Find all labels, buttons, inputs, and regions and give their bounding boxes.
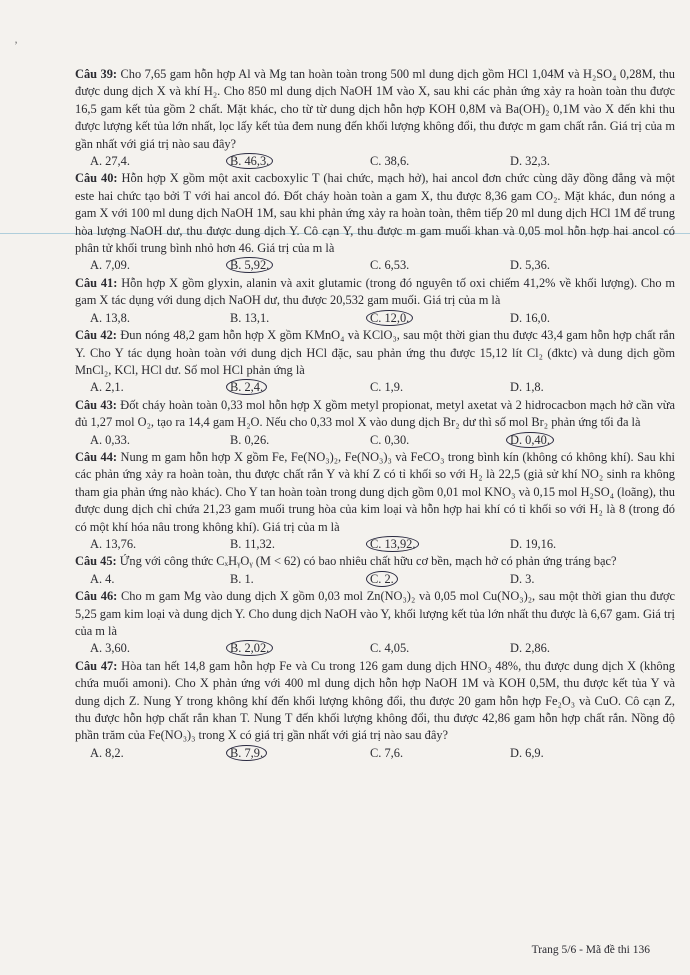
option-b [230,640,370,657]
option-d [510,432,650,449]
question-43 [75,397,675,449]
answer-options [90,536,650,553]
answer-options [90,310,650,327]
option-a: A. 13,76. [90,536,137,551]
question-text: Ứng với công thức CₓHᵧOᵧ (M < 62) có bao nhiêu chất hữu cơ bền, mạch hở có phản ứng tráng bạc? [119,554,617,569]
question-list [75,66,675,762]
option-a: A. 27,4. [90,154,130,169]
answer-options [90,432,650,449]
question-40 [75,170,675,274]
option-a: A. 13,8. [90,310,130,325]
corner-mark: ’ [14,38,18,52]
option-b: B. 13,1. [230,310,270,325]
option-a: A. 0,33. [90,432,130,447]
circled-answer-mark: B. 2,02. [226,640,273,656]
option-d: D. 1,8. [510,380,544,395]
circled-answer-mark: C. 2. [366,571,398,587]
question-text: Hỗn hợp X gồm glyxin, alanin và axit glutamic (trong đó nguyên tố oxi chiếm 41,2% về khối lượng). Cho m gam X tác dụng với dung dịch NaOH dư, thu được 20,532 gam muối. Giá trị của m là [75,275,675,308]
option-b [230,745,370,762]
question-41 [75,275,675,327]
option-a: A. 2,1. [90,380,124,395]
question-text: Cho m gam Mg vào dung dịch X gồm 0,03 mol Zn(NO₃)₂ và 0,05 mol Cu(NO₃)₂, sau một thời gian thu được 5,25 gam kim loại và dung dịch Y. Cho dung dịch NaOH vào Y, khối lượng kết tủa lớn nhất thu được là 6,67 gam. Giá trị của m là [75,589,676,638]
question-text: Nung m gam hỗn hợp X gồm Fe, Fe(NO₃)₂, Fe(NO₃)₃ và FeCO₃ trong bình kín (không có không khí). Sau khi các phản ứng xảy ra hoàn toàn, thu được chất rắn Y và khí Z có tỉ khối so với H₂ là 22,5 (giả sử khí NO₂ sinh ra không tham gia phản ứng nào khác). Cho Y tan hoàn toàn trong dung dịch gồm 0,01 mol KNO₃ và 0,15 mol H₂SO₄ (loãng), thu được dung dịch chỉ chứa 21,23 gam muối trung hòa của kim loại và hỗn hợp hai khí có tỉ khối so với H₂ là 8 (trong đó có một khí hóa nâu trong không khí). Giá trị của m là [75,449,675,534]
question-number: Câu 39: [75,67,118,81]
option-b: B. 1. [230,571,254,586]
option-b: B. 0,26. [230,432,270,447]
option-c: C. 6,53. [370,258,410,273]
circled-answer-mark: B. 5,92. [226,257,273,273]
answer-options [90,571,650,588]
question-42 [75,327,675,397]
option-c [370,536,510,553]
question-number: Câu 43: [75,397,117,412]
option-d: D. 19,16. [510,536,557,551]
question-47 [75,658,675,762]
option-a: A. 7,09. [90,258,130,273]
answer-options [90,379,650,396]
answer-options [90,640,650,657]
question-text: Hòa tan hết 14,8 gam hỗn hợp Fe và Cu trong 126 gam dung dịch HNO₃ 48%, thu được dung dịch X (không chứa muối amoni). Cho X phản ứng với 400 ml dung dịch hỗn hợp NaOH 1M và KOH 0,5M, thu được kết tủa Y và dung dịch Z. Nung Y trong không khí đến khối lượng không đổi, thu được 20 gam hỗn hợp Fe₂O₃ và CuO. Cô cạn Z, thu được hỗn hợp chất rắn khan T. Nung T đến khối lượng không đổi, thu được 42,86 gam hỗn hợp chất rắn. Nồng độ phần trăm của Fe(NO₃)₃ trong X có giá trị gần nhất với giá trị nào sau đây? [75,658,675,743]
page-footer: Trang 5/6 - Mã đề thi 136 [531,944,650,956]
question-number: Câu 42: [75,328,117,343]
option-c [370,571,510,588]
question-text: Hỗn hợp X gồm một axit cacboxylic T (hai chức, mạch hở), hai ancol đơn chức cùng dãy đồng đẳng và một este hai chức tạo bởi T với hai ancol đó. Đốt cháy hoàn toàn a gam X, thu được 8,36 gam CO₂. Mặt khác, đun nóng a gam X với 100 ml dung dịch NaOH 1M, sau khi phản ứng xảy ra hoàn toàn, thêm tiếp 20 ml dung dịch HCl 1M để trung hòa lượng NaOH dư, thu được dung dịch Y. Cô cạn Y, thu được m gam muối khan và 0,05 mol hỗn hợp hai ancol có phân tử khối trung bình nhỏ hơn 46. Giá trị của m là [75,171,675,256]
question-text: Đun nóng 48,2 gam hỗn hợp X gồm KMnO₄ và KClO₃, sau một thời gian thu được 43,4 gam hỗn hợp chất rắn Y. Cho Y tác dụng hoàn toàn với dung dịch HCl đặc, sau phản ứng thu được 15,12 lít Cl₂ (đktc) và dung dịch gồm MnCl₂, KCl, HCl dư. Số mol HCl phản ứng là [75,328,675,377]
question-46 [75,588,675,658]
question-number: Câu 41: [75,275,118,290]
question-number: Câu 47: [75,658,118,673]
question-number: Câu 44: [75,449,118,464]
answer-options [90,257,650,274]
option-c: C. 4,05. [370,641,410,656]
question-number: Câu 45: [75,554,117,569]
option-d: D. 6,9. [510,745,544,760]
option-c [370,310,510,327]
option-d: D. 5,36. [510,258,550,273]
question-number: Câu 46: [75,589,118,604]
question-number: Câu 40: [75,171,118,186]
question-39 [75,66,675,170]
option-a: A. 8,2. [90,745,124,760]
option-a: A. 4. [90,571,115,586]
option-d: D. 3. [510,571,535,586]
option-c: C. 7,6. [370,745,404,760]
option-d: D. 2,86. [510,641,550,656]
option-b [230,379,370,396]
option-b: B. 11,32. [230,536,275,551]
option-a: A. 3,60. [90,641,130,656]
circled-answer-mark: D. 0,40. [506,432,554,448]
question-45 [75,553,675,588]
option-d: D. 16,0. [510,310,550,325]
question-44 [75,449,675,553]
circled-answer-mark: C. 13,92. [366,536,419,552]
circled-answer-mark: C. 12,0. [366,310,413,326]
answer-options [90,745,650,762]
option-b [230,153,370,170]
answer-options [90,153,650,170]
circled-answer-mark: B. 2,4. [226,379,267,395]
circled-answer-mark: B. 7,9. [226,745,267,761]
circled-answer-mark: B. 46,3. [226,153,273,169]
option-c: C. 1,9. [370,380,404,395]
option-b [230,257,370,274]
option-d: D. 32,3. [510,154,550,169]
question-text: Đốt cháy hoàn toàn 0,33 mol hỗn hợp X gồm metyl propionat, metyl axetat và 2 hidrocacbon mạch hở cần vừa đủ 1,27 mol O₂, tạo ra 14,4 gam H₂O. Nếu cho 0,33 mol X vào dung dịch Br₂ dư thì số mol Br₂ phản ứng tối đa là [75,397,675,430]
question-text: Cho 7,65 gam hỗn hợp Al và Mg tan hoàn toàn trong 500 ml dung dịch gồm HCl 1,04M và H₂SO₄ 0,28M, thu được dung dịch X và khí H₂. Cho 850 ml dung dịch NaOH 1M vào X, sau khi các phản ứng xảy ra hoàn toàn thu được 16,5 gam kết tủa gồm 2 chất. Mặt khác, cho từ từ dung dịch hỗn hợp KOH 0,8M và Ba(OH)₂ 0,1M vào X đến khi thu được lượng kết tủa lớn nhất, lọc lấy kết tủa đem nung đến khối lượng không đổi, thu được m gam chất rắn. Giá trị của m gần nhất với giá trị nào sau đây? [75,67,675,151]
option-c: C. 0,30. [370,432,410,447]
option-c: C. 38,6. [370,154,410,169]
